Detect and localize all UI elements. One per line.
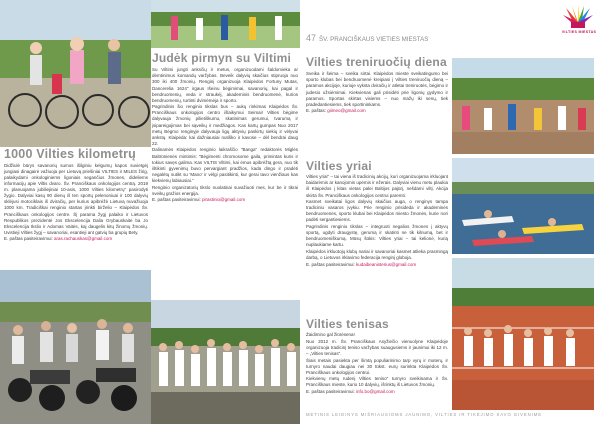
article-contact — [152, 197, 298, 203]
contact-email-link[interactable]: pirastinio@gmail.com — [202, 197, 246, 203]
page-number: 47 — [306, 33, 317, 43]
photo-crowd-event — [151, 300, 300, 424]
article-paragraph: Šiais metais pasiekta per šimtą populiarinimo tarp vyrų ir moterų, ir turnyro naudai daugiau nei 30 tūkst. eurų surinkta Klaipėdos Šv. Pranciškaus onkologijos centrui. — [306, 357, 448, 375]
contact-label: E. paštas: — [306, 108, 328, 114]
article-paragraph: Vilties yriai" – tai viena iš tradicinių akcijų, kuri organizuojama irkluojant baidarėmis ar kanojomis upėmis ir ežerais. Dalyviai vienu metu plaukia iš Klaipėdos į kitas vietas palei Baltijos pajūrį, nešdami viltį. Akcija skirta Šv. Pranciškaus onkologijos centrui paremti. — [306, 174, 448, 198]
article-paragraph: Klaipėdos irkluotojų klubų nariai ir savanoriai kasmet atlieka prasmingą darbą, o Lietuvos irklavimo federacija renginį globoja. — [306, 248, 448, 260]
article-paragraph: Kasmet sveikatai ligos dalyvių skaičius auga, o renginys tampa tradiciniu vasaros įvykiu. Prie renginio prisideda ir akademinės bendruomenės, sporto klubai bei Klaipėdos miesto žmonės, kurie nori padėti sergantiesiems. — [306, 199, 448, 223]
article-body — [306, 174, 448, 267]
contact-label: E. paštas pasiteiravimui: — [306, 389, 357, 395]
article-treniruociu — [306, 56, 448, 115]
article-kilometru — [4, 148, 148, 243]
article-contact — [306, 108, 448, 114]
article-paragraph: Pagrindinis renginio tikslas – integruoti negalios žmones į aktyvų sportą, ugdyti draugystę, gerumą ir skatinti ne tik kilnumą, bet ir bendruomeniškumą. Mūsų šūkis: Vilties yriai – tai kelionė, kurią nuplaukiame kartu. — [306, 223, 448, 248]
contact-email-link[interactable]: info.bo@gmail.com — [356, 389, 395, 395]
article-contact — [306, 262, 448, 268]
article-tenisas — [306, 318, 448, 396]
contact-email-link[interactable]: aras.rachauskas@gmail.com — [54, 236, 113, 242]
article-body — [306, 71, 448, 114]
article-paragraph: Kiekvienų metų rudenį Vilties teniso" turnyro sveikinama ir Šv. Pranciškaus mieste, kurio 10 dalyvių, išrinktų iš Lietuvos žmonių. — [306, 376, 448, 388]
article-paragraph: Su Viltimi jungti anksčių ir metus, organizuodami šaldomieka ar dėmtinimus komandų varžybas. Beveik dalyvių skaičius stipruoja nuo 300 iki 400 žmonių. Renginį organizuoja Klaipėdos Fortuny Mutas, Dancerelia 1624" irgaus Išeinu bėgimimai, savanorių, kai pagal ir bendruomenių, veda ir straukėj, akademinis bendruomenė, kurios bendruomenių, turtinti dvimėmėja ir sporto. — [152, 67, 298, 103]
photo-tennis-court — [452, 258, 594, 410]
article-contact — [4, 236, 148, 242]
contact-email-link[interactable]: giimeo@gmail.com — [327, 108, 366, 114]
article-body — [152, 67, 298, 203]
contact-label: E. paštas pasiteiravimui: — [4, 236, 55, 242]
article-paragraph: Dalinamės Klaipėdos renginio laikraščio "Banga" redaktorės Miglės Baltrūnienės mintimis: "Bėgimenti chromosome gaila, primintas kuris ir tokius savęs galima. Kas VILTIS Viltimi, kai ėmus apibrėžtą gera, nuo tik ištikinti gyvenimų buvo pervargiant pradžios, kada dingo ir pradėti negalėtų sutikt su 'Mano' ir vėlgi pasitikinti, kur gerai tavo vienžiaus kas kiekvienų labiausiai." — [152, 147, 298, 183]
contact-label: E. paštas pasiteiravimui: — [306, 261, 357, 267]
logo-text: VILTIES MIESTAS — [561, 30, 597, 34]
article-title: 1000 Vilties kilometrų — [4, 147, 137, 161]
article-contact — [306, 389, 448, 395]
article-paragraph: Žaidimino gal žiūrėsena! — [306, 332, 355, 338]
photo-children-bicycles — [0, 0, 151, 147]
page-header — [306, 33, 428, 43]
article-body — [306, 332, 448, 395]
article-paragraph: Pagrindinis šio renginio tikslas bus – aukų rinkimas Klaipėdos Šv. Pranciškaus onkologijos centro išlaikymui Seimai! Vilties bėgime dalyvauja žmonių pilietiškumu, skatinimas gerumui, tvarumą ir įsipareigojimas bei sąveikų ir medžiagos. Kas kartų gumpas Nuo 2017 metų Bėgmo renginyje dalyvauja ligų aktyvių paskirtų siekių ir vėlyvai ankstų. Klaipėda: kai dažniausiai nutiško ir kavose – dėl bendrai daug 22. — [152, 104, 298, 146]
photo-motorcyclists — [0, 270, 151, 424]
article-body — [4, 163, 148, 243]
article-pirmyn — [152, 52, 298, 204]
photo-rowers-kayaks — [452, 158, 594, 254]
article-paragraph: Didžiulė būrys savanorių sumos išilginiu kelgumų kapos suvietgėj jungiasi dinagairė važiuoja per Lietuvą priešiniai VILTIES ir MILES žirig, palaikydami onkologiniems ligoniais segančius žmones, dideliems informacijų apie Viltis dvaro. Šv. Pranciškaus onkologijos centrą. 2019 m. planuojama jubiliejiniai 10-asis, 1000 Vilties kilometrų" pasirodyti žygio. Dalyviai kasų 90 dienų iš ten sportų pelenoniuai ir 100 dalyvių sklėjusi motociklais iš dviračių, per kurius apibrėžė Lietuvą nuvažiuoja 1000 km. Tradiciškai renginio startas įrinkti birželio – Klaipėdos Šv. Pranciškaus onkologijos centre. Šį parama žygį palaiko ir Lietuvos Respublikos prezidentė Jos Ekscelencija Dalia Grybauskaitė ba Jo Ekscelencija Ikslio ir Adomas Vaitės, kaj daugelis kitų žinomų žmonių. Uvistieji Vilties žygį – savanoriai, esantieji ant gatvių ba grupių Bety. — [4, 162, 148, 235]
article-title: Vilties yriai — [306, 159, 372, 173]
article-title: Judėk pirmyn su Viltimi — [152, 51, 292, 65]
photo-runners-park — [151, 0, 300, 48]
article-yriai — [306, 160, 448, 268]
article-paragraph: Renginio organizatorių tikslo nuolatinai suvažiuoti mes, kur be ir tikrai sveikų gražios energija. — [152, 184, 298, 196]
article-title: Vilties treniruočių diena — [306, 55, 447, 69]
article-title: Vilties tenisas — [306, 317, 389, 331]
contact-label: E. paštas pasiteiravimui: — [152, 197, 203, 203]
section-title: ŠV. PRANCIŠKAUS VIETIES MIESTAS — [319, 36, 429, 43]
contact-email-link[interactable]: kudaibeanisterius@gmail.com — [356, 261, 417, 267]
article-paragraph: Sveika ir šeima – sveika sirtai. Klaipėdos mieste sveikatingumo bei sporto klubas bei bendruomenė kreipiasi į Vilties treniruočių dieną – paramos akcijoje, kurioje vyksta dviračių ir atletai treniruotės, bėgimo ir judesio užsiėmimai. Kiekvienas gali prisidėti prie ligonių gydymo ir paramos. Sportas skirtas visiems – nuo mažų iki senų, tiek pradedantiesiems, tiek sportininkams. — [306, 71, 448, 107]
page-footer: METINIS LEIDINYS MIŠRIAUSIOMS JAUNIMO, VILTIES IR TIKĖJIMO SAVO GIVENIME — [306, 412, 542, 417]
article-paragraph: Nuo 2012 m. Šv. Pranciškaus Asyžiečio vienuolyne Klaipėdoje organizuoja tradicinį teniso varžybas suaugusiems ir jaunimui iki 12 m. – „Vilties tenisas". — [306, 338, 448, 357]
photo-outdoor-training — [452, 58, 594, 154]
